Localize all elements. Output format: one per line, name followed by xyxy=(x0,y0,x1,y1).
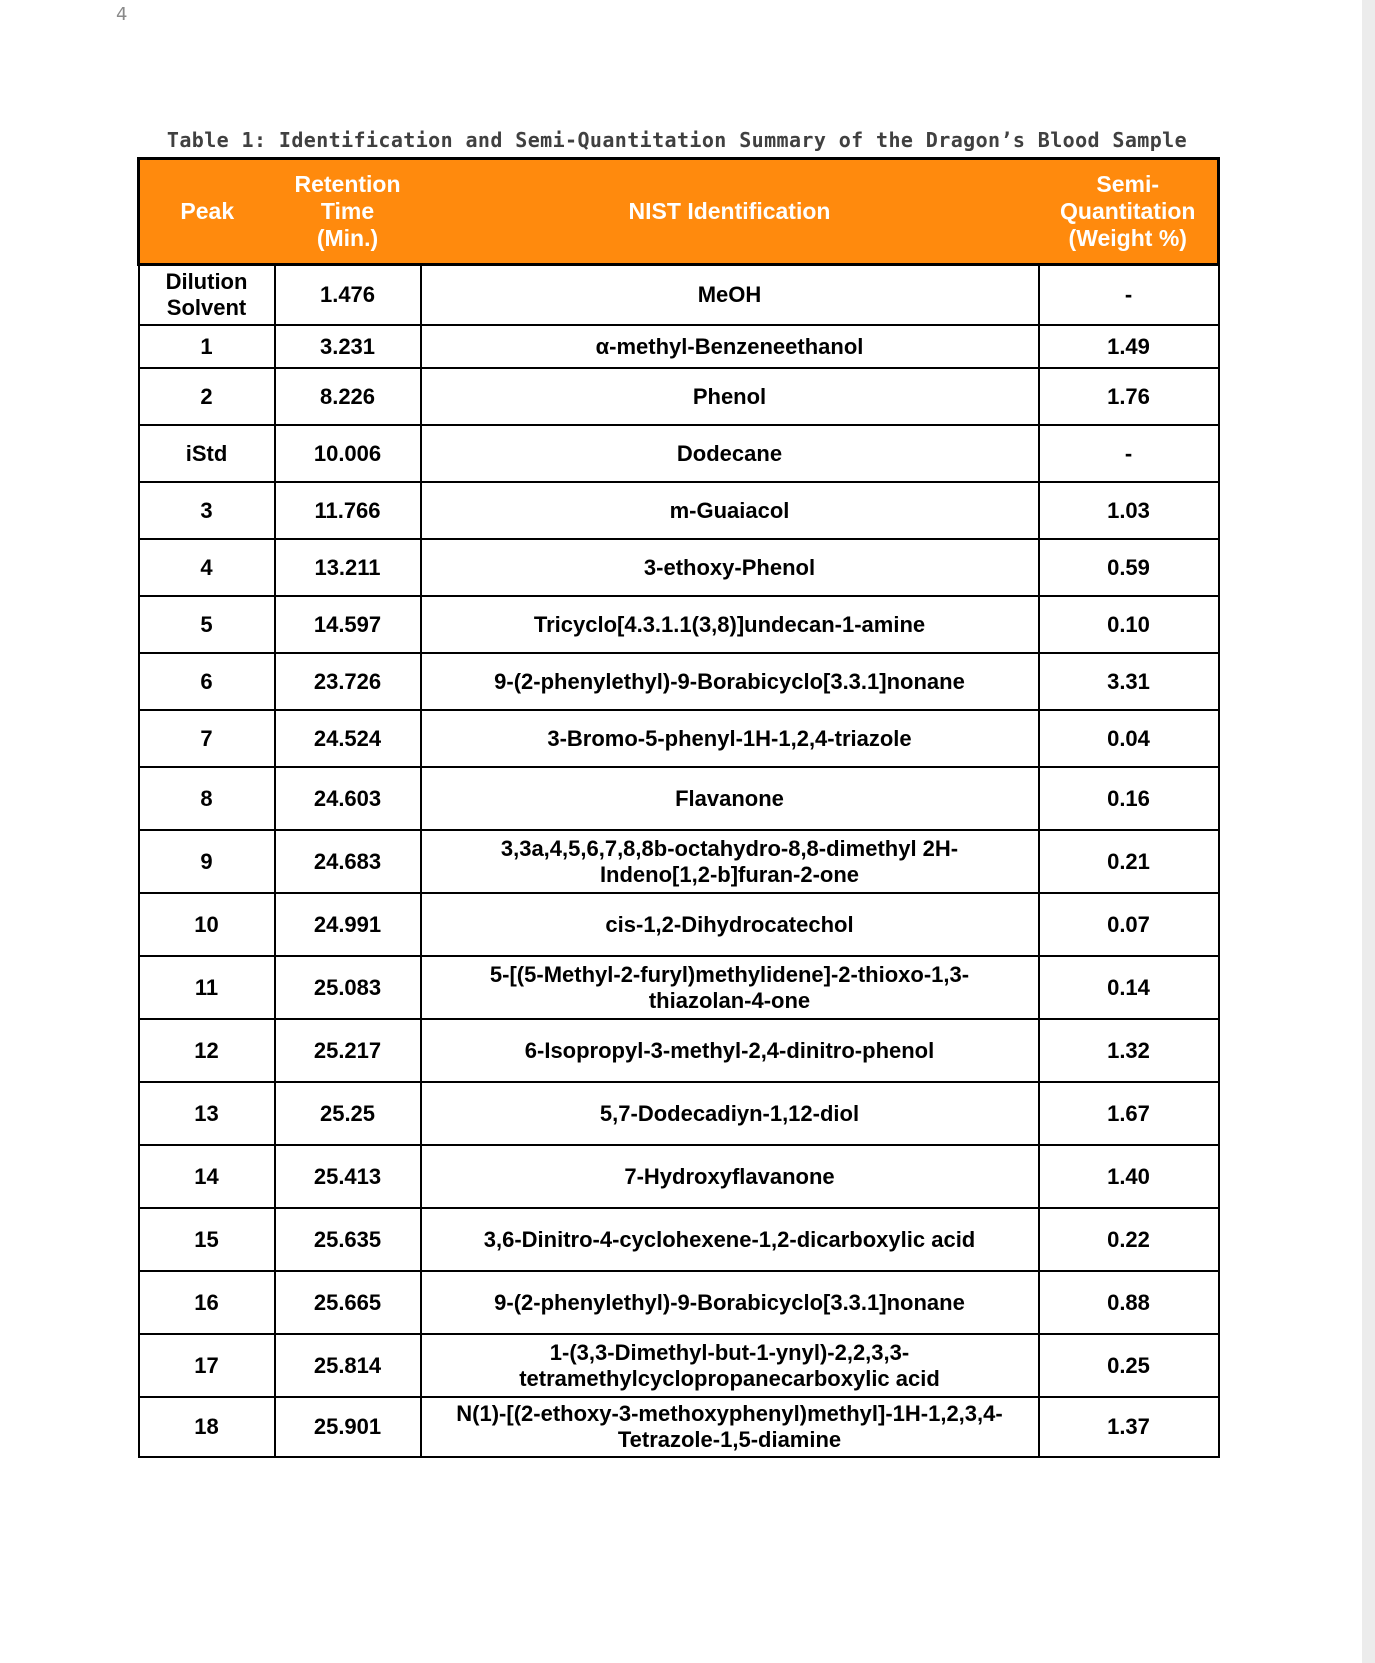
cell-peak: 17 xyxy=(139,1334,275,1397)
header-row xyxy=(139,159,1219,265)
cell-weight-percent: 0.07 xyxy=(1039,893,1219,956)
cell-retention-time: 25.665 xyxy=(275,1271,421,1334)
cell-nist-identification: 3-Bromo-5-phenyl-1H-1,2,4-triazole xyxy=(421,710,1039,767)
cell-nist-identification: cis-1,2-Dihydrocatechol xyxy=(421,893,1039,956)
table-row xyxy=(139,425,1219,482)
cell-nist-identification: N(1)-[(2-ethoxy-3-methoxyphenyl)methyl]-1H-1,2,3,4- Tetrazole-1,5-diamine xyxy=(421,1397,1039,1457)
cell-weight-percent: 1.32 xyxy=(1039,1019,1219,1082)
cell-peak: 6 xyxy=(139,653,275,710)
page-number: 4 xyxy=(116,4,128,25)
cell-nist-identification: 9-(2-phenylethyl)-9-Borabicyclo[3.3.1]nonane xyxy=(421,1271,1039,1334)
cell-retention-time: 25.814 xyxy=(275,1334,421,1397)
table-row xyxy=(139,1397,1219,1457)
cell-nist-identification: Phenol xyxy=(421,368,1039,425)
cell-retention-time: 25.901 xyxy=(275,1397,421,1457)
cell-peak: 10 xyxy=(139,893,275,956)
cell-peak: 5 xyxy=(139,596,275,653)
cell-retention-time: 3.231 xyxy=(275,325,421,368)
table-row xyxy=(139,1334,1219,1397)
cell-nist-identification: Tricyclo[4.3.1.1(3,8)]undecan-1-amine xyxy=(421,596,1039,653)
cell-peak: iStd xyxy=(139,425,275,482)
cell-retention-time: 10.006 xyxy=(275,425,421,482)
table-row xyxy=(139,482,1219,539)
cell-nist-identification: 9-(2-phenylethyl)-9-Borabicyclo[3.3.1]nonane xyxy=(421,653,1039,710)
table-row xyxy=(139,893,1219,956)
table-row xyxy=(139,1145,1219,1208)
cell-nist-identification: 5-[(5-Methyl-2-furyl)methylidene]-2-thioxo-1,3- thiazolan-4-one xyxy=(421,956,1039,1019)
header-peak: Peak xyxy=(139,159,275,265)
cell-peak: 1 xyxy=(139,325,275,368)
table-row xyxy=(139,830,1219,893)
cell-weight-percent: 0.59 xyxy=(1039,539,1219,596)
cell-retention-time: 11.766 xyxy=(275,482,421,539)
cell-retention-time: 24.603 xyxy=(275,767,421,830)
cell-nist-identification: m-Guaiacol xyxy=(421,482,1039,539)
cell-retention-time: 25.635 xyxy=(275,1208,421,1271)
cell-retention-time: 24.683 xyxy=(275,830,421,893)
cell-retention-time: 25.25 xyxy=(275,1082,421,1145)
cell-nist-identification: 1-(3,3-Dimethyl-but-1-ynyl)-2,2,3,3- tetramethylcyclopropanecarboxylic acid xyxy=(421,1334,1039,1397)
cell-weight-percent: 0.88 xyxy=(1039,1271,1219,1334)
cell-retention-time: 13.211 xyxy=(275,539,421,596)
cell-nist-identification: MeOH xyxy=(421,265,1039,326)
cell-weight-percent: 1.67 xyxy=(1039,1082,1219,1145)
cell-nist-identification: Dodecane xyxy=(421,425,1039,482)
summary-table xyxy=(137,157,1220,1458)
cell-retention-time: 25.413 xyxy=(275,1145,421,1208)
cell-weight-percent: 0.14 xyxy=(1039,956,1219,1019)
cell-peak: 7 xyxy=(139,710,275,767)
cell-weight-percent: - xyxy=(1039,425,1219,482)
cell-peak: 13 xyxy=(139,1082,275,1145)
cell-peak: 2 xyxy=(139,368,275,425)
cell-weight-percent: - xyxy=(1039,265,1219,326)
cell-peak: 15 xyxy=(139,1208,275,1271)
cell-weight-percent: 1.49 xyxy=(1039,325,1219,368)
table-row xyxy=(139,710,1219,767)
table-body xyxy=(139,265,1219,1458)
table-row xyxy=(139,539,1219,596)
table-row xyxy=(139,1271,1219,1334)
cell-nist-identification: α-methyl-Benzeneethanol xyxy=(421,325,1039,368)
cell-retention-time: 14.597 xyxy=(275,596,421,653)
header-nist-identification: NIST Identification xyxy=(421,159,1039,265)
cell-peak: 18 xyxy=(139,1397,275,1457)
cell-weight-percent: 3.31 xyxy=(1039,653,1219,710)
table-row xyxy=(139,956,1219,1019)
cell-peak: 8 xyxy=(139,767,275,830)
cell-nist-identification: 5,7-Dodecadiyn-1,12-diol xyxy=(421,1082,1039,1145)
cell-retention-time: 1.476 xyxy=(275,265,421,326)
cell-peak: Dilution Solvent xyxy=(139,265,275,326)
cell-peak: 12 xyxy=(139,1019,275,1082)
table-row xyxy=(139,1082,1219,1145)
cell-retention-time: 25.217 xyxy=(275,1019,421,1082)
cell-retention-time: 24.991 xyxy=(275,893,421,956)
cell-nist-identification: 3,3a,4,5,6,7,8,8b-octahydro-8,8-dimethyl 2H- Indeno[1,2-b]furan-2-one xyxy=(421,830,1039,893)
table-row xyxy=(139,368,1219,425)
cell-weight-percent: 0.21 xyxy=(1039,830,1219,893)
cell-nist-identification: 3-ethoxy-Phenol xyxy=(421,539,1039,596)
cell-weight-percent: 1.03 xyxy=(1039,482,1219,539)
cell-nist-identification: 6-Isopropyl-3-methyl-2,4-dinitro-phenol xyxy=(421,1019,1039,1082)
cell-nist-identification: Flavanone xyxy=(421,767,1039,830)
cell-peak: 11 xyxy=(139,956,275,1019)
table-row xyxy=(139,596,1219,653)
cell-nist-identification: 7-Hydroxyflavanone xyxy=(421,1145,1039,1208)
header-semi-quantitation: Semi- Quantitation (Weight %) xyxy=(1039,159,1219,265)
cell-peak: 16 xyxy=(139,1271,275,1334)
table-row xyxy=(139,1208,1219,1271)
cell-retention-time: 8.226 xyxy=(275,368,421,425)
cell-weight-percent: 0.16 xyxy=(1039,767,1219,830)
cell-retention-time: 24.524 xyxy=(275,710,421,767)
header-retention-time: Retention Time (Min.) xyxy=(275,159,421,265)
cell-retention-time: 23.726 xyxy=(275,653,421,710)
cell-nist-identification: 3,6-Dinitro-4-cyclohexene-1,2-dicarboxylic acid xyxy=(421,1208,1039,1271)
cell-weight-percent: 0.25 xyxy=(1039,1334,1219,1397)
table-row xyxy=(139,653,1219,710)
table-row xyxy=(139,1019,1219,1082)
cell-peak: 14 xyxy=(139,1145,275,1208)
cell-weight-percent: 0.22 xyxy=(1039,1208,1219,1271)
cell-retention-time: 25.083 xyxy=(275,956,421,1019)
cell-weight-percent: 0.04 xyxy=(1039,710,1219,767)
table-caption: Table 1: Identification and Semi-Quantitation Summary of the Dragon’s Blood Sample xyxy=(166,128,1188,152)
cell-weight-percent: 1.76 xyxy=(1039,368,1219,425)
cell-weight-percent: 0.10 xyxy=(1039,596,1219,653)
table-row xyxy=(139,265,1219,326)
table-row xyxy=(139,767,1219,830)
cell-peak: 4 xyxy=(139,539,275,596)
cell-peak: 3 xyxy=(139,482,275,539)
cell-peak: 9 xyxy=(139,830,275,893)
cell-weight-percent: 1.37 xyxy=(1039,1397,1219,1457)
cell-weight-percent: 1.40 xyxy=(1039,1145,1219,1208)
table-row xyxy=(139,325,1219,368)
